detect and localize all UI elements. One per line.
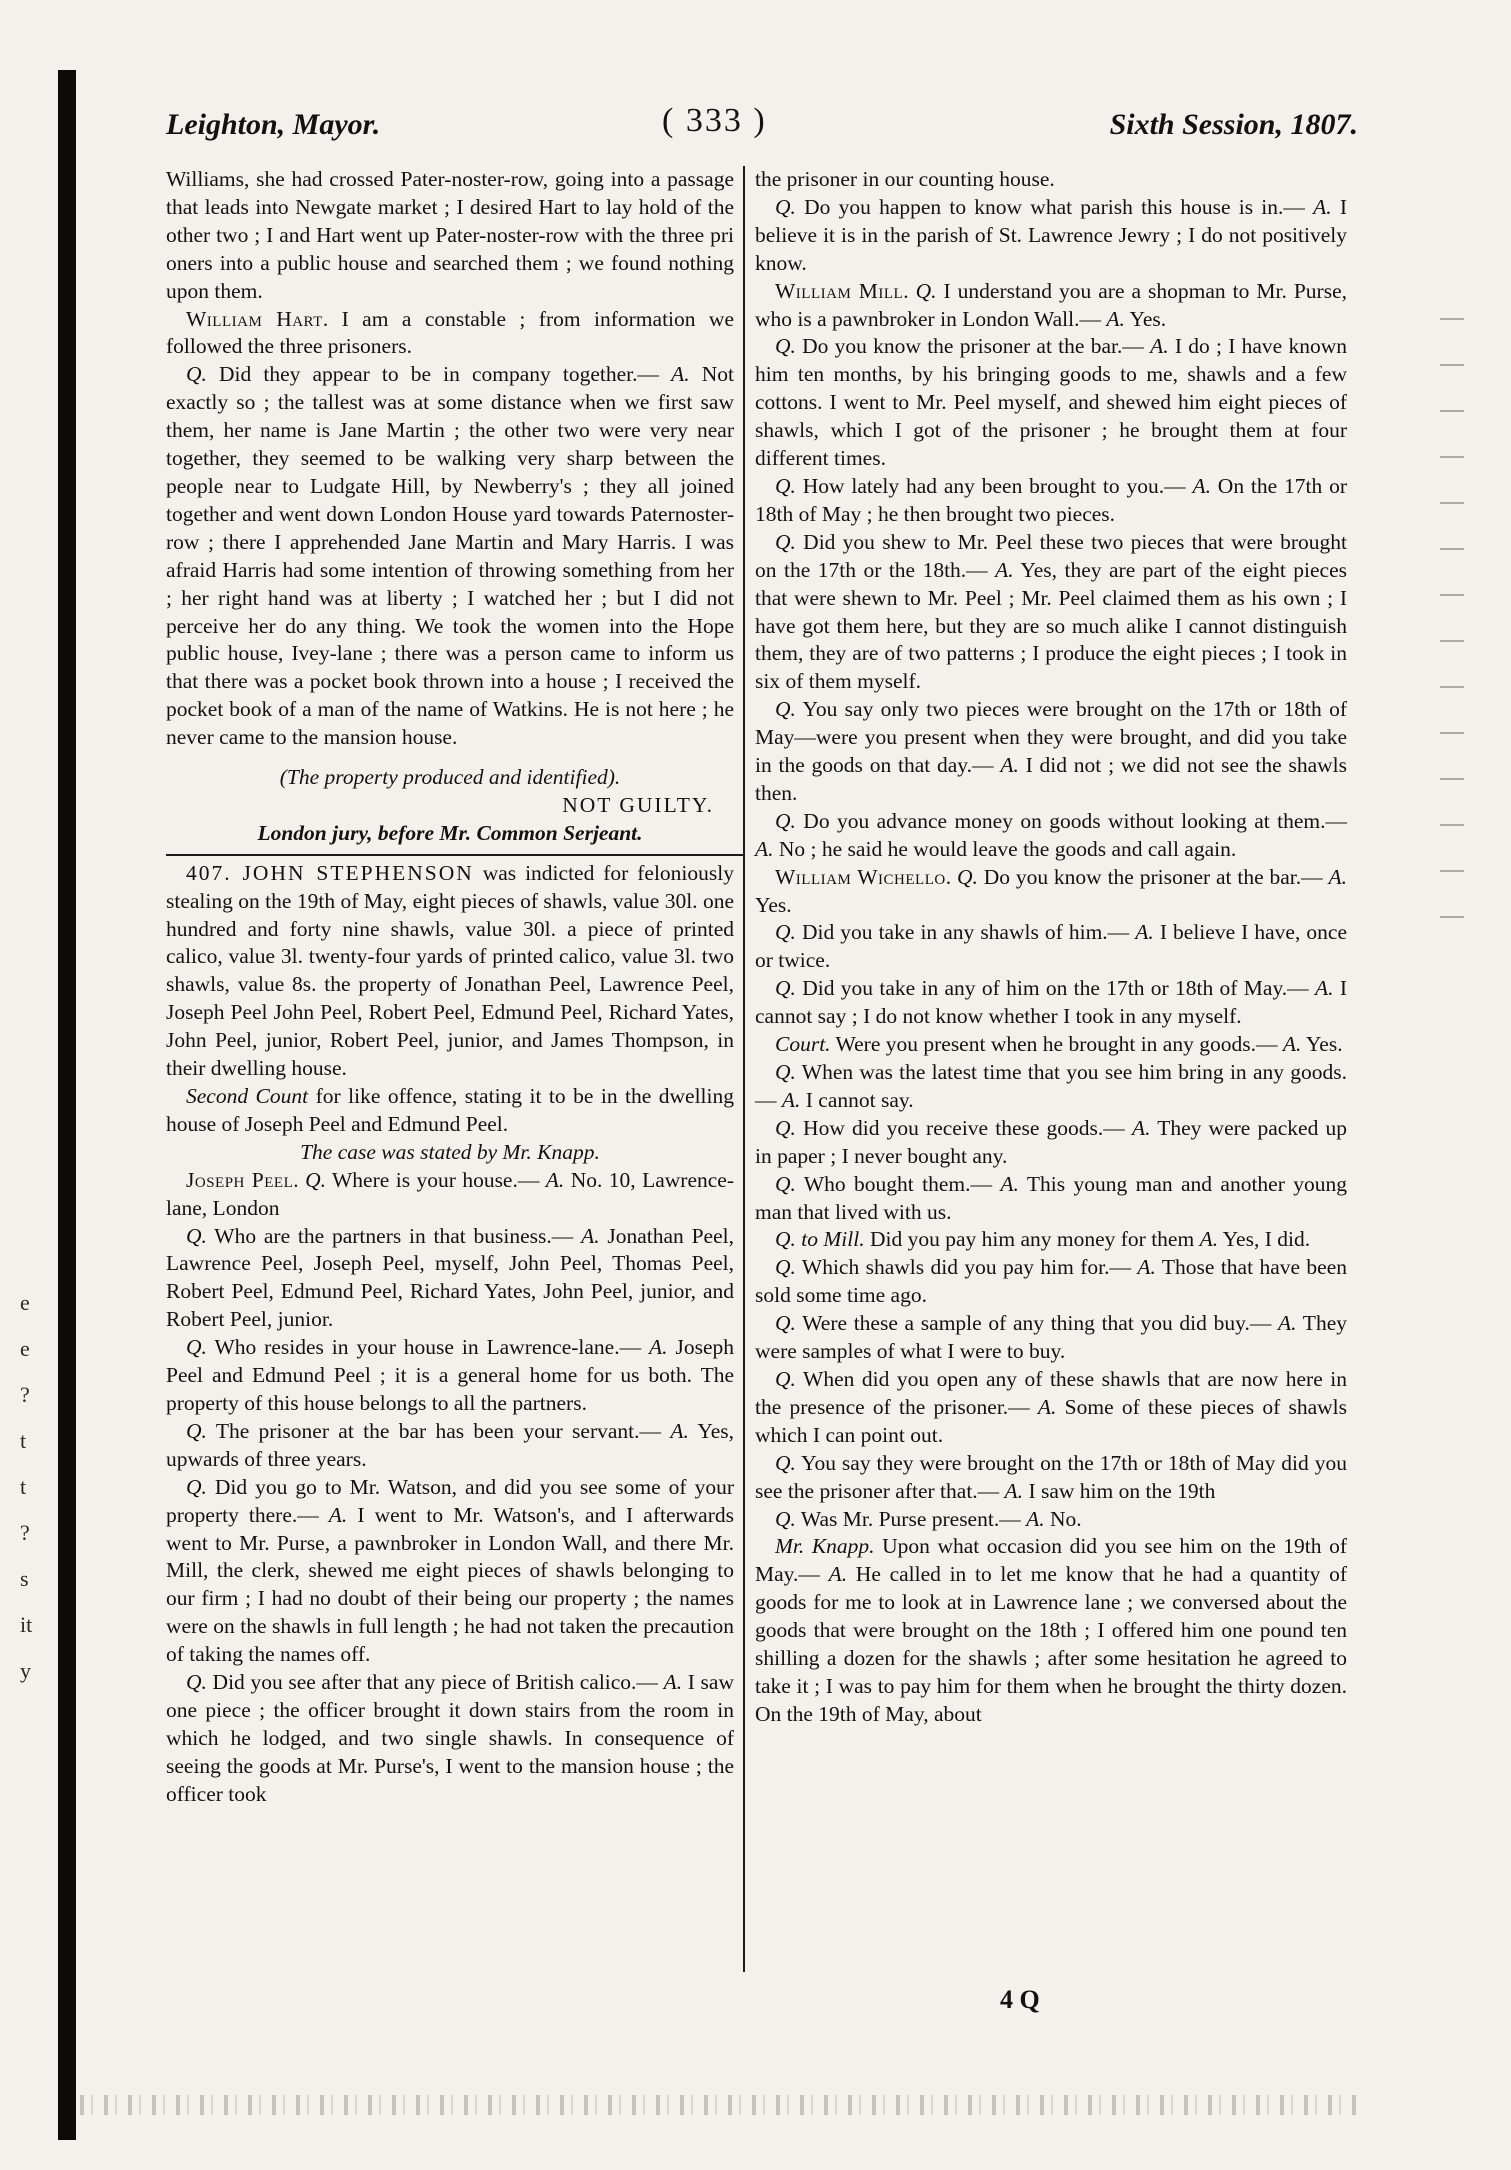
running-head [166, 100, 1358, 160]
text-run: You say they were brought on the 17th or 18th of May did you see the prisoner after that.— [755, 1450, 1347, 1503]
text-run: Not exactly so ; the tallest was at some distance when we first saw them, her name is Jane Martin ; the other two were very near together, they seemed to be walking very sharp between the people near to Ludgate Hill, by Newberry's ; they all joined together and went down London House yard towards Paternoster-row ; there I apprehended Jane Martin and Mary Harris. I was afraid Harris had some intention of throwing something from her ; her right hand was at liberty ; I watched her ; but I did not perceive her do any thing. We took the women into the Hope public house, Ivey-lane ; there was a person came to inform us that there was a pocket book thrown into a house ; I received the pocket book of a man of the name of Watkins. He is not here ; he never came to the mansion house. [166, 362, 734, 750]
text-italic: A. [1135, 920, 1154, 945]
text-run: the prisoner in our counting house. [755, 167, 1055, 191]
text-italic: Q. [775, 920, 796, 945]
text-italic: A. [1004, 1478, 1024, 1503]
paragraph [166, 1139, 734, 1167]
text-italic: A. [1282, 1032, 1302, 1057]
text-italic: Q. [775, 697, 796, 722]
text-italic: A. [671, 362, 690, 387]
text-run: They were packed up in paper ; I never bought any. [755, 1115, 1348, 1168]
text-italic: Q. to Mill. [775, 1227, 865, 1252]
text-italic: Q. [775, 194, 796, 219]
paragraph [166, 1167, 734, 1223]
paragraph [755, 333, 1347, 473]
text-italic: A. [1000, 1171, 1019, 1196]
paragraph [755, 473, 1347, 529]
text-italic: A. [545, 1167, 565, 1192]
text-italic: A. [781, 1087, 801, 1112]
paragraph [166, 306, 734, 362]
text-sc: Joseph Peel [186, 1167, 294, 1192]
text-sc: William Hart [186, 306, 323, 331]
section-rule [166, 854, 744, 856]
text-italic: Q. [305, 1167, 326, 1192]
text-run: Yes, I did. [1218, 1227, 1311, 1252]
text-italic: Q. [775, 529, 796, 554]
text-run: Who resides in your house in Lawrence-lane.— [206, 1335, 650, 1360]
text-run: Did you go to Mr. Watson, and did you see some of your property there.— [166, 1474, 734, 1527]
paragraph [755, 1171, 1347, 1227]
text-run: Did you take in any of him on the 17th or 18th of May.— [795, 976, 1315, 1001]
right-column [755, 166, 1347, 1729]
text-run: Do you know the prisoner at the bar.— [977, 864, 1329, 889]
running-head-left: Leighton, Mayor. [166, 108, 381, 141]
paragraph [755, 864, 1347, 920]
text-run: Yes, they are part of the eight pieces that were shewn to Mr. Peel ; Mr. Peel claimed them as his own ; I have got them here, but they are so much alike I cannot distinguish them, they are of two patterns ; I produce the eight pieces ; I took in six of them myself. [755, 557, 1347, 694]
text-run: Upon what occasion did you see him on the 19th of May.— [755, 1534, 1348, 1587]
text-italic: Q. [775, 808, 796, 833]
text-italic: Q. [775, 1115, 796, 1140]
page-number: ( 333 ) [662, 102, 767, 139]
text-run: Were you present when he brought in any goods.— [830, 1032, 1283, 1057]
paragraph [755, 1366, 1347, 1450]
text-run: He called in to let me know that he had a quantity of goods for me to look at in Lawrence lane ; we conversed about the goods that were brought on the 18th ; I offered him one pound ten shilling a dozen for the shawls ; after some hesitation he agreed to take it ; I was to pay him for them when he brought the thirty dozen. On the 19th of May, about [755, 1562, 1347, 1726]
text-italic: Q. [956, 864, 978, 889]
paragraph [166, 1223, 734, 1335]
text-italic: Q. [775, 473, 796, 498]
text-italic: Q. [775, 1311, 796, 1336]
paragraph [755, 1533, 1347, 1728]
text-run: Where is your house.— [325, 1167, 546, 1192]
text-italic: A. [1315, 976, 1334, 1001]
text-run: Yes, upwards of three years. [166, 1418, 734, 1471]
paragraph [166, 764, 734, 792]
text-italic: Q. [186, 1474, 207, 1499]
text-caps: NOT GUILTY. [562, 792, 714, 817]
margin-mark: e [20, 1336, 30, 1361]
text-run: for like offence, stating it to be in the dwelling house of Joseph Peel and Edmund Peel. [166, 1084, 735, 1136]
margin-mark: y [20, 1658, 31, 1683]
text-run: Did you see after that any piece of British calico.— [206, 1670, 664, 1695]
paragraph [755, 1059, 1347, 1115]
text-run: I do ; I have known him ten months, by his bringing goods to me, shawls and a few cottons. I went to Mr. Peel myself, and shewed him eight pieces of shawls, which I got of the prisoner ; he brought them at four different times. [755, 334, 1348, 471]
paragraph [755, 1254, 1347, 1310]
paragraph [166, 166, 734, 306]
text-italic: A. [1000, 753, 1019, 778]
paragraph [166, 792, 734, 820]
paragraph [755, 166, 1347, 194]
text-italic: The case was stated by Mr. Knapp. [300, 1139, 600, 1164]
paragraph [166, 1334, 734, 1418]
text-italic: Q. [186, 1418, 207, 1443]
text-run: I went to Mr. Watson's, and I afterwards went to Mr. Purse, a pawnbroker in London Wall, and there Mr. Mill, the clerk, shewed me eight pieces of shawls belonging to our firm ; I had no doubt of their being our property ; the names were on the shawls in full length ; he had not taken the precaution of taking the names off. [166, 1502, 734, 1667]
text-run: Williams, she had crossed Pater-noster-row, going into a passage that leads into Newgate market ; I desired Hart to lay hold of the other two ; I and Hart went up Pater-noster-row with the three pri oners into a public house and searched them ; we found nothing upon them. [166, 167, 734, 303]
text-italic: Q. [186, 1223, 207, 1248]
text-run: The prisoner at the bar has been your servant.— [206, 1418, 671, 1443]
text-italic: A. [663, 1670, 683, 1695]
text-italic: A. [1199, 1227, 1219, 1252]
text-run: . [293, 1167, 306, 1192]
signature-mark: 4 Q [1000, 1985, 1040, 2014]
text-run: Did you pay him any money for them [864, 1227, 1200, 1252]
text-run: Jonathan Peel, Lawrence Peel, Joseph Peel, myself, John Peel, Thomas Peel, Robert Peel, Edmund Peel, Richard Yates, John Peel, junior, and Robert Peel, junior. [166, 1223, 734, 1332]
text-run: Who are the partners in that business.— [206, 1223, 582, 1248]
text-italic: Q. [775, 976, 796, 1001]
text-italic: Q. [186, 1670, 207, 1695]
text-italic: Second Count [186, 1084, 309, 1108]
paragraph [755, 1506, 1347, 1534]
text-italic: A. [581, 1223, 600, 1248]
text-run: When was the latest time that you see him bring in any goods.— [755, 1060, 1347, 1112]
text-italic: A. [1106, 306, 1125, 331]
paragraph [755, 975, 1347, 1031]
text-run: No ; he said he would leave the goods and call again. [773, 836, 1237, 861]
text-run: Yes. [755, 892, 792, 917]
text-italic: A. [995, 557, 1014, 582]
scan-edge-artifacts [1440, 300, 1464, 920]
text-italic: Q. [775, 334, 796, 359]
paragraph [755, 1031, 1347, 1059]
text-run: Yes. [1124, 306, 1167, 331]
left-margin-marks [20, 1280, 50, 1694]
text-italic: A. [1137, 1255, 1156, 1280]
text-run: How did you receive these goods.— [795, 1115, 1132, 1140]
text-run: Were these a sample of any thing that you did buy.— [795, 1311, 1278, 1336]
text-italic: A. [828, 1562, 848, 1587]
text-italic: (The property produced and identified). [279, 765, 621, 790]
text-run: Which shawls did you pay him for.— [795, 1255, 1138, 1280]
text-italic: Q. [186, 1335, 207, 1360]
text-run: Those that have been sold some time ago. [755, 1255, 1347, 1308]
paragraph [755, 1226, 1347, 1254]
text-italic: A. [328, 1502, 348, 1527]
column-rule [743, 166, 745, 1972]
text-run: I did not ; we did not see the shawls then. [755, 753, 1347, 805]
text-italic: A. [755, 836, 774, 861]
text-italic: Court. [775, 1032, 831, 1057]
text-run: I saw him on the 19th [1023, 1478, 1216, 1503]
text-italic: A. [1037, 1394, 1057, 1419]
margin-mark: e [20, 1290, 30, 1315]
text-run: When did you open any of these shawls that are now here in the presence of the prisoner.— [755, 1366, 1347, 1419]
paragraph [166, 1474, 734, 1669]
paragraph [755, 1115, 1347, 1171]
text-italic: Q. [186, 362, 207, 387]
paragraph [755, 919, 1347, 975]
text-run: . [903, 278, 916, 303]
text-run: Do you know the prisoner at the bar.— [795, 334, 1151, 359]
text-run: I cannot say ; I do not know whether I took in any myself. [755, 976, 1347, 1029]
paragraph [166, 1083, 734, 1139]
margin-mark: ? [20, 1520, 30, 1545]
text-italic: A. [1026, 1506, 1045, 1531]
text-italic: A. [1131, 1115, 1151, 1140]
paragraph [166, 361, 734, 752]
text-sc: William Wichello [775, 864, 946, 889]
paragraph [166, 1418, 734, 1474]
text-sc: William Mill [775, 278, 904, 303]
margin-mark: it [20, 1612, 33, 1637]
text-run: Was Mr. Purse present.— [795, 1506, 1027, 1531]
text-italic: Q. [915, 278, 937, 303]
text-run: They were samples of what I were to buy. [755, 1311, 1347, 1364]
text-italic: A. [1192, 473, 1211, 498]
text-run: Do you advance money on goods without looking at them.— [795, 808, 1347, 833]
paragraph [755, 278, 1347, 334]
text-run: Yes. [1301, 1032, 1343, 1057]
text-run: Did they appear to be in company together.— [206, 362, 672, 387]
text-run: Who bought them.— [795, 1171, 1001, 1196]
margin-mark: s [20, 1566, 29, 1591]
text-run: Some of these pieces of shawls which I can point out. [755, 1394, 1348, 1447]
paragraph [166, 820, 734, 848]
text-italic: Q. [775, 1171, 796, 1196]
text-run: I believe it is in the parish of St. Lawrence Jewry ; I do not positively know. [755, 194, 1347, 275]
text-run: This young man and another young man that lived with us. [755, 1171, 1347, 1224]
text-run: I saw one piece ; the officer brought it down stairs from the room in which he lodged, and two single shawls. In consequence of seeing the goods at Mr. Purse's, I went to the mansion house ; the officer took [166, 1670, 734, 1806]
text-run: On the 17th or 18th of May ; he then brought two pieces. [755, 473, 1347, 526]
paragraph [166, 860, 734, 1083]
text-run: Did you shew to Mr. Peel these two pieces that were brought on the 17th or the 18th.— [755, 529, 1347, 582]
running-head-right: Sixth Session, 1807. [1109, 108, 1358, 141]
text-bold-it: London jury, before Mr. Common Serjeant. [257, 820, 643, 845]
paragraph [755, 194, 1347, 278]
scan-bottom-artifacts [80, 2095, 1360, 2115]
margin-mark: t [20, 1474, 27, 1499]
paragraph-gap [166, 752, 734, 764]
text-run: I believe I have, once or twice. [755, 920, 1347, 973]
text-italic: Q. [775, 1060, 796, 1084]
text-italic: A. [1313, 194, 1332, 219]
paragraph [755, 529, 1347, 696]
book-spine-shadow [58, 70, 76, 2140]
paragraph [755, 1310, 1347, 1366]
text-run: Do you happen to know what parish this house is in.— [795, 194, 1314, 219]
document-page [150, 100, 1358, 2090]
text-run: I understand you are a shopman to Mr. Purse, who is a pawnbroker in London Wall.— [755, 278, 1347, 331]
text-run: How lately had any been brought to you.— [795, 473, 1193, 498]
paragraph [166, 1669, 734, 1809]
text-italic: A. [670, 1418, 689, 1443]
text-run: . I am a constable ; from information we followed the three prisoners. [166, 306, 734, 359]
text-italic: A. [1278, 1311, 1297, 1336]
text-italic: Q. [775, 1366, 796, 1391]
text-italic: A. [649, 1335, 668, 1360]
text-run: Did you take in any shawls of him.— [795, 920, 1136, 945]
text-run: . [945, 864, 957, 889]
text-run: I cannot say. [800, 1087, 914, 1112]
text-italic: Q. [775, 1450, 796, 1475]
text-italic: Q. [775, 1506, 796, 1531]
text-run: No. 10, Lawrence-lane, London [166, 1167, 734, 1220]
text-italic: A. [1150, 334, 1169, 359]
left-column [166, 166, 734, 1809]
margin-mark: t [20, 1428, 27, 1453]
text-run: Joseph Peel and Edmund Peel ; it is a general home for us both. The property of this house belongs to all the partners. [166, 1335, 734, 1415]
paragraph [755, 808, 1347, 864]
margin-mark: ? [20, 1382, 30, 1407]
text-caps: 407. JOHN STEPHENSON [186, 860, 474, 885]
text-italic: Mr. Knapp. [775, 1534, 875, 1559]
text-italic: A. [1328, 864, 1348, 889]
text-run: No. [1044, 1506, 1082, 1531]
text-italic: Q. [775, 1255, 796, 1280]
paragraph [755, 1450, 1347, 1506]
paragraph [755, 696, 1347, 808]
text-run: was indicted for feloniously stealing on the 19th of May, eight pieces of shawls, value 30l. one hundred and forty nine shawls, value 30l. a piece of printed calico, value 3l. twenty-four yards of printed calico, value 3l. two shawls, value 8s. the property of Jonathan Peel, Lawrence Peel, Joseph Peel John Peel, Robert Peel, Edmund Peel, Richard Yates, John Peel, junior, Robert Peel, junior, and James Thompson, in their dwelling house. [166, 860, 734, 1081]
text-run: You say only two pieces were brought on the 17th or 18th of May—were you present when they were brought, and did you take in the goods on that day.— [755, 697, 1347, 778]
